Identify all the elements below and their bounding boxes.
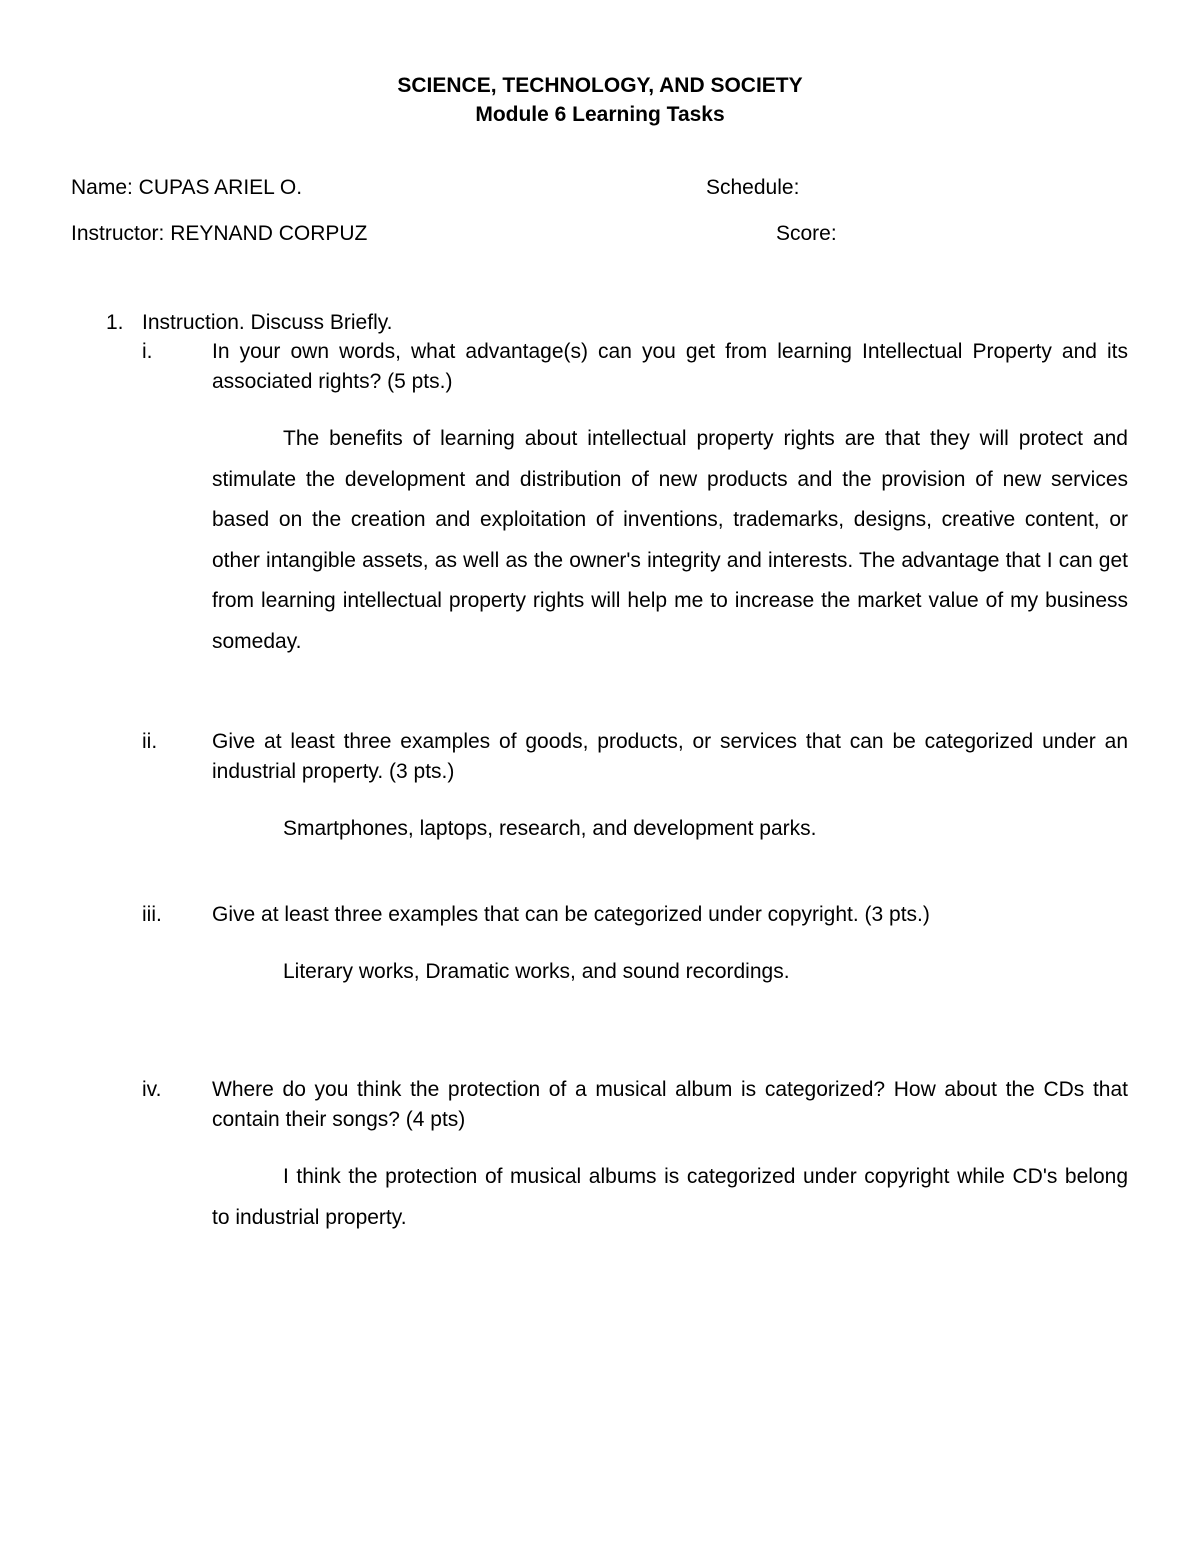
answer-text: The benefits of learning about intellectual property rights are that they will protect and stimulate the development and distribution of new products and the provision of new services based on the creation and exploitation of inventions, trademarks, designs, creative content, or other intangible assets, as well as the owner's integrity and interests. The advantage that I can get from learning intellectual property rights will help me to increase the market value of my business someday. xyxy=(212,427,1128,653)
instruction-number: 1. xyxy=(106,311,124,334)
score-field: Score: xyxy=(776,222,837,245)
document-subtitle: Module 6 Learning Tasks xyxy=(475,103,725,126)
question-numeral: iv. xyxy=(142,1078,162,1101)
question-numeral: i. xyxy=(142,340,153,363)
answer-text: I think the protection of musical albums is categorized under copyright while CD's belong to industrial property. xyxy=(212,1165,1128,1229)
name-field: Name: CUPAS ARIEL O. xyxy=(71,176,303,199)
answer-text: Literary works, Dramatic works, and sound recordings. xyxy=(283,960,790,983)
answer-text: Smartphones, laptops, research, and development parks. xyxy=(283,817,817,840)
question-text: Give at least three examples that can be categorized under copyright. (3 pts.) xyxy=(212,903,930,926)
instructor-field: Instructor: REYNAND CORPUZ xyxy=(71,222,368,245)
instruction-text: Instruction. Discuss Briefly. xyxy=(142,311,393,334)
question-text: Where do you think the protection of a musical album is categorized? How about the CDs that contain their songs? (4 pts) xyxy=(212,1078,1128,1131)
question-numeral: ii. xyxy=(142,730,158,753)
question-text: In your own words, what advantage(s) can you get from learning Intellectual Property and its associated rights? (5 pts.) xyxy=(212,340,1128,393)
schedule-field: Schedule: xyxy=(706,176,800,199)
question-text: Give at least three examples of goods, products, or services that can be categorized under an industrial property. (3 pts.) xyxy=(212,730,1128,783)
question-numeral: iii. xyxy=(142,903,162,926)
document-title: SCIENCE, TECHNOLOGY, AND SOCIETY xyxy=(397,74,803,97)
